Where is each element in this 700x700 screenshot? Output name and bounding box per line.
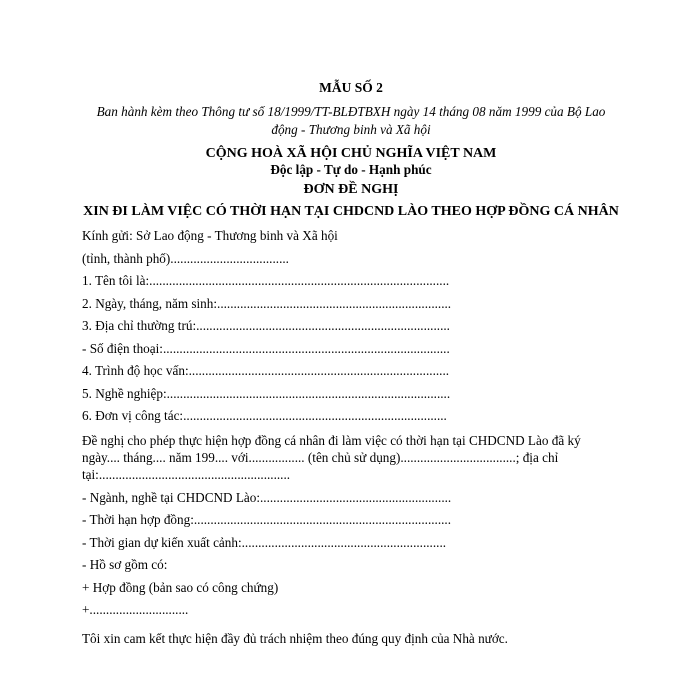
name-field: 1. Tên tôi là:........................................................................................... <box>82 273 450 288</box>
dossier-item: + Hợp đồng (bản sao có công chứng) <box>82 579 279 595</box>
addressee-line: Kính gửi: Sở Lao động - Thương binh và Xã hội <box>82 228 338 243</box>
residence-field: 3. Địa chỉ thường trú:............................................................................. <box>82 318 450 333</box>
application-form <box>82 80 620 650</box>
province-field: (tỉnh, thành phố).................................... <box>82 250 289 266</box>
form-subtitle: XIN ĐI LÀM VIỆC CÓ THỜI HẠN TẠI CHDCND LÀO THEO HỢP ĐỒNG CÁ NHÂN <box>83 204 619 219</box>
national-motto: Độc lập - Tự do - Hạnh phúc <box>270 162 432 177</box>
dossier-heading: - Hồ sơ gồm có: <box>82 557 168 572</box>
form-title: ĐƠN ĐỀ NGHỊ <box>303 182 399 197</box>
dossier-item: +.............................. <box>82 602 189 617</box>
workplace-field: 6. Đơn vị công tác:................................................................................ <box>82 408 447 423</box>
departure-time-field: - Thời gian dự kiến xuất cảnh:.............................................................. <box>82 534 447 550</box>
occupation-field: 5. Nghề nghiệp:...................................................................................... <box>82 385 451 401</box>
contract-term-field: - Thời hạn hợp đồng:.............................................................................. <box>82 512 452 527</box>
education-field: 4. Trình độ học vấn:............................................................................... <box>82 363 450 378</box>
form-number: MẪU SỐ 2 <box>319 80 383 95</box>
request-paragraph: Đề nghị cho phép thực hiện hợp đồng cá nhân đi làm việc có thời hạn tại CHDCND Lào đã ký ngày.... tháng.... năm 199.... với................. (tên chủ sử dụng)...................................; địa chỉ tại:.......................................................... <box>82 432 581 482</box>
republic-heading: CỘNG HOÀ XÃ HỘI CHỦ NGHĨA VIỆT NAM <box>205 146 497 161</box>
commitment-statement: Tôi xin cam kết thực hiện đầy đủ trách nhiệm theo đúng quy định của Nhà nước. <box>82 630 508 646</box>
job-field: - Ngành, nghề tại CHDCND Lào:.......................................................... <box>82 489 452 505</box>
issued-by-note: Ban hành kèm theo Thông tư số 18/1999/TT-BLĐTBXH ngày 14 tháng 08 năm 1999 của Bộ Lao động - Thương binh và Xã hội <box>96 104 606 137</box>
birth-date-field: 2. Ngày, tháng, năm sinh:....................................................................... <box>82 295 452 311</box>
phone-field: - Số điện thoại:....................................................................................... <box>82 340 450 356</box>
